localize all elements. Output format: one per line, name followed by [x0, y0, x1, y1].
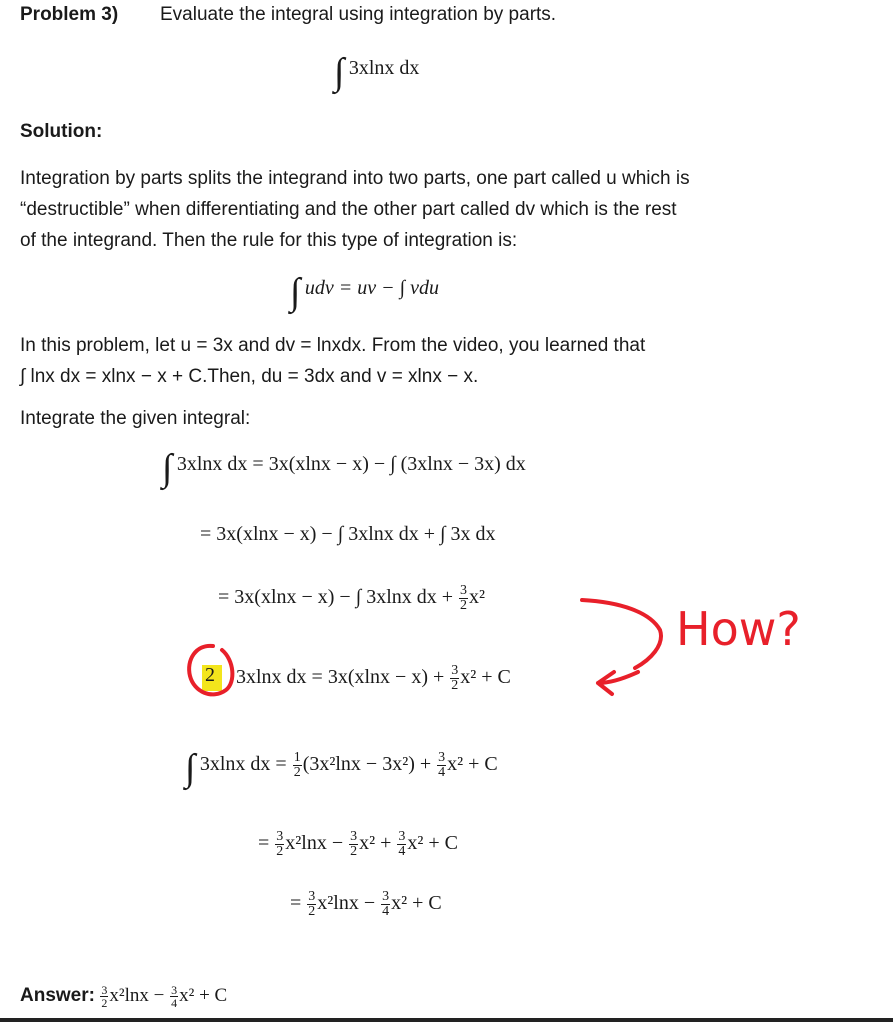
- fraction: $\frac{3}{2}$: [460, 583, 468, 613]
- integral-sign-icon: ∫: [334, 51, 345, 93]
- fraction: $\frac{3}{2}$: [350, 829, 358, 859]
- step-6-term-3: x² + C: [407, 832, 459, 855]
- integrand: 3xlnx dx: [348, 57, 420, 79]
- step-6-term-2: x² +: [359, 832, 392, 855]
- step-5-text: 3xlnx dx =: [199, 753, 287, 775]
- step-2: = 3x(xlnx − x) − ∫ 3xlnx dx + ∫ 3x dx: [200, 523, 496, 545]
- step-4-text: 3xlnx dx = 3x(xlnx − x) +: [236, 666, 445, 689]
- step-1-text: 3xlnx dx = 3x(xlnx − x) − ∫ (3xlnx − 3x) dx: [176, 453, 526, 475]
- step-7-term-1: x²lnx −: [317, 892, 376, 915]
- integral-sign-icon: ∫: [290, 271, 301, 313]
- problem-instruction: Evaluate the integral using integration by parts.: [160, 4, 557, 25]
- intro-line-3: of the integrand. Then the rule for this type of integration is:: [20, 230, 518, 251]
- fraction: $\frac{3}{2}$: [308, 889, 316, 919]
- fraction: $\frac{3}{2}$: [101, 983, 108, 1010]
- fraction: $\frac{3}{4}$: [438, 749, 446, 780]
- equals-sign: =: [258, 832, 270, 855]
- step-3-tail: x²: [469, 586, 486, 609]
- rule-text: udv = uv − ∫ vdu: [304, 277, 439, 299]
- integral-sign-icon: ∫: [162, 447, 173, 489]
- equals-sign: =: [290, 892, 302, 915]
- let-line-2: ∫ lnx dx = xlnx − x + C.Then, du = 3dx and v = xlnx − x.: [20, 366, 479, 387]
- fraction: $\frac{3}{4}$: [171, 983, 178, 1010]
- intro-line-2: “destructible” when differentiating and the other part called dv which is the rest: [20, 199, 677, 220]
- step-4-coefficient: 2: [205, 664, 215, 686]
- answer-label: Answer:: [20, 984, 95, 1006]
- step-4-tail: x² + C: [460, 666, 511, 689]
- fraction: $\frac{3}{2}$: [451, 663, 459, 693]
- let-line-1: In this problem, let u = 3x and dv = lnxdx. From the video, you learned that: [20, 335, 646, 356]
- answer-term-1: x²lnx −: [109, 984, 165, 1006]
- fraction: $\frac{3}{4}$: [398, 829, 406, 859]
- step-6-term-1: x²lnx −: [285, 832, 344, 855]
- step-7-term-2: x² + C: [391, 892, 442, 915]
- how-annotation: How?: [676, 602, 801, 656]
- arrow-icon: [598, 672, 638, 694]
- solution-heading: Solution:: [20, 121, 103, 142]
- fraction: $\frac{3}{2}$: [276, 829, 284, 859]
- step-5-tail: x² + C: [447, 753, 498, 775]
- integrate-label: Integrate the given integral:: [20, 408, 251, 429]
- integral-sign-icon: ∫: [185, 747, 196, 789]
- answer-term-2: x² + C: [179, 984, 228, 1006]
- fraction: $\frac{1}{2}$: [293, 749, 301, 780]
- step-5-mid: (3x²lnx − 3x²) +: [302, 753, 432, 775]
- intro-line-1: Integration by parts splits the integrand into two parts, one part called u which is: [20, 168, 690, 189]
- step-3-text: = 3x(xlnx − x) − ∫ 3xlnx dx +: [218, 586, 454, 609]
- fraction: $\frac{3}{4}$: [382, 889, 390, 919]
- bracket-icon: [582, 600, 661, 668]
- problem-label: Problem 3): [20, 4, 119, 25]
- circle-mark-icon: [189, 646, 232, 695]
